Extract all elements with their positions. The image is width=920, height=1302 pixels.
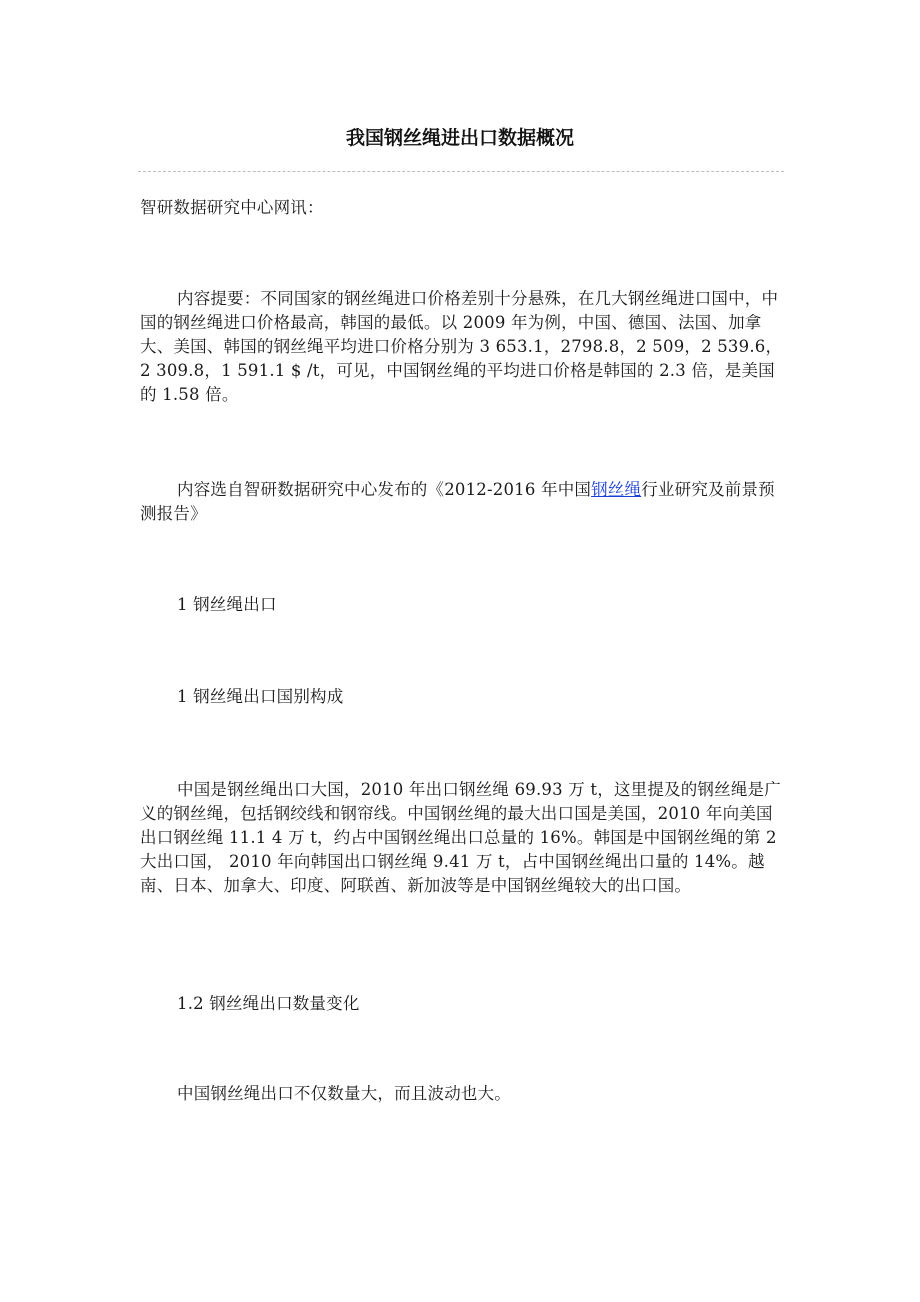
excerpt-suffix: 行业研究及前景预测报告》 (140, 480, 775, 523)
section-heading-export: 1 钢丝绳出口 (177, 595, 277, 614)
summary-paragraph: 内容提要：不同国家的钢丝绳进口价格差别十分悬殊，在几大钢丝绳进口国中，中国的钢丝绳进口价格最高，韩国的最低。以 2009 年为例，中国、德国、法国、加拿大、美国、韩国的钢丝绳平均进口价格分别为 3 653.1，2798.8，2 509，2 539.6，2 309.8，1 591.1 $ /t，可见，中国钢丝绳的平均进口价格是韩国的 2.3 倍，是美国的 1.58 倍。 (140, 289, 783, 404)
steel-wire-rope-link[interactable]: 钢丝绳 (591, 480, 642, 499)
section-heading-export-countries: 1 钢丝绳出口国别构成 (177, 687, 344, 706)
export-countries-paragraph: 中国是钢丝绳出口大国，2010 年出口钢丝绳 69.93 万 t，这里提及的钢丝绳是广义的钢丝绳，包括钢绞线和钢帘线。中国钢丝绳的最大出口国是美国，2010 年向美国出口钢丝绳 11.1 4 万 t，约占中国钢丝绳出口总量的 16%。韩国是中国钢丝绳的第 2 大出口国， 2010 年向韩国出口钢丝绳 9.41 万 t，占中国钢丝绳出口量的 14%。越南、日本、加拿大、印度、阿联酋、新加波等是中国钢丝绳较大的出口国。 (140, 780, 781, 895)
source-line: 智研数据研究中心网讯： (140, 198, 324, 217)
excerpt-prefix: 内容选自智研数据研究中心发布的《2012-2016 年中国 (177, 480, 592, 499)
excerpt-paragraph (140, 478, 786, 526)
article-title: 我国钢丝绳进出口数据概况 (345, 127, 574, 149)
section-heading-export-volume: 1.2 钢丝绳出口数量变化 (177, 994, 360, 1013)
title-divider (138, 171, 784, 172)
export-volume-paragraph: 中国钢丝绳出口不仅数量大，而且波动也大。 (177, 1084, 511, 1103)
